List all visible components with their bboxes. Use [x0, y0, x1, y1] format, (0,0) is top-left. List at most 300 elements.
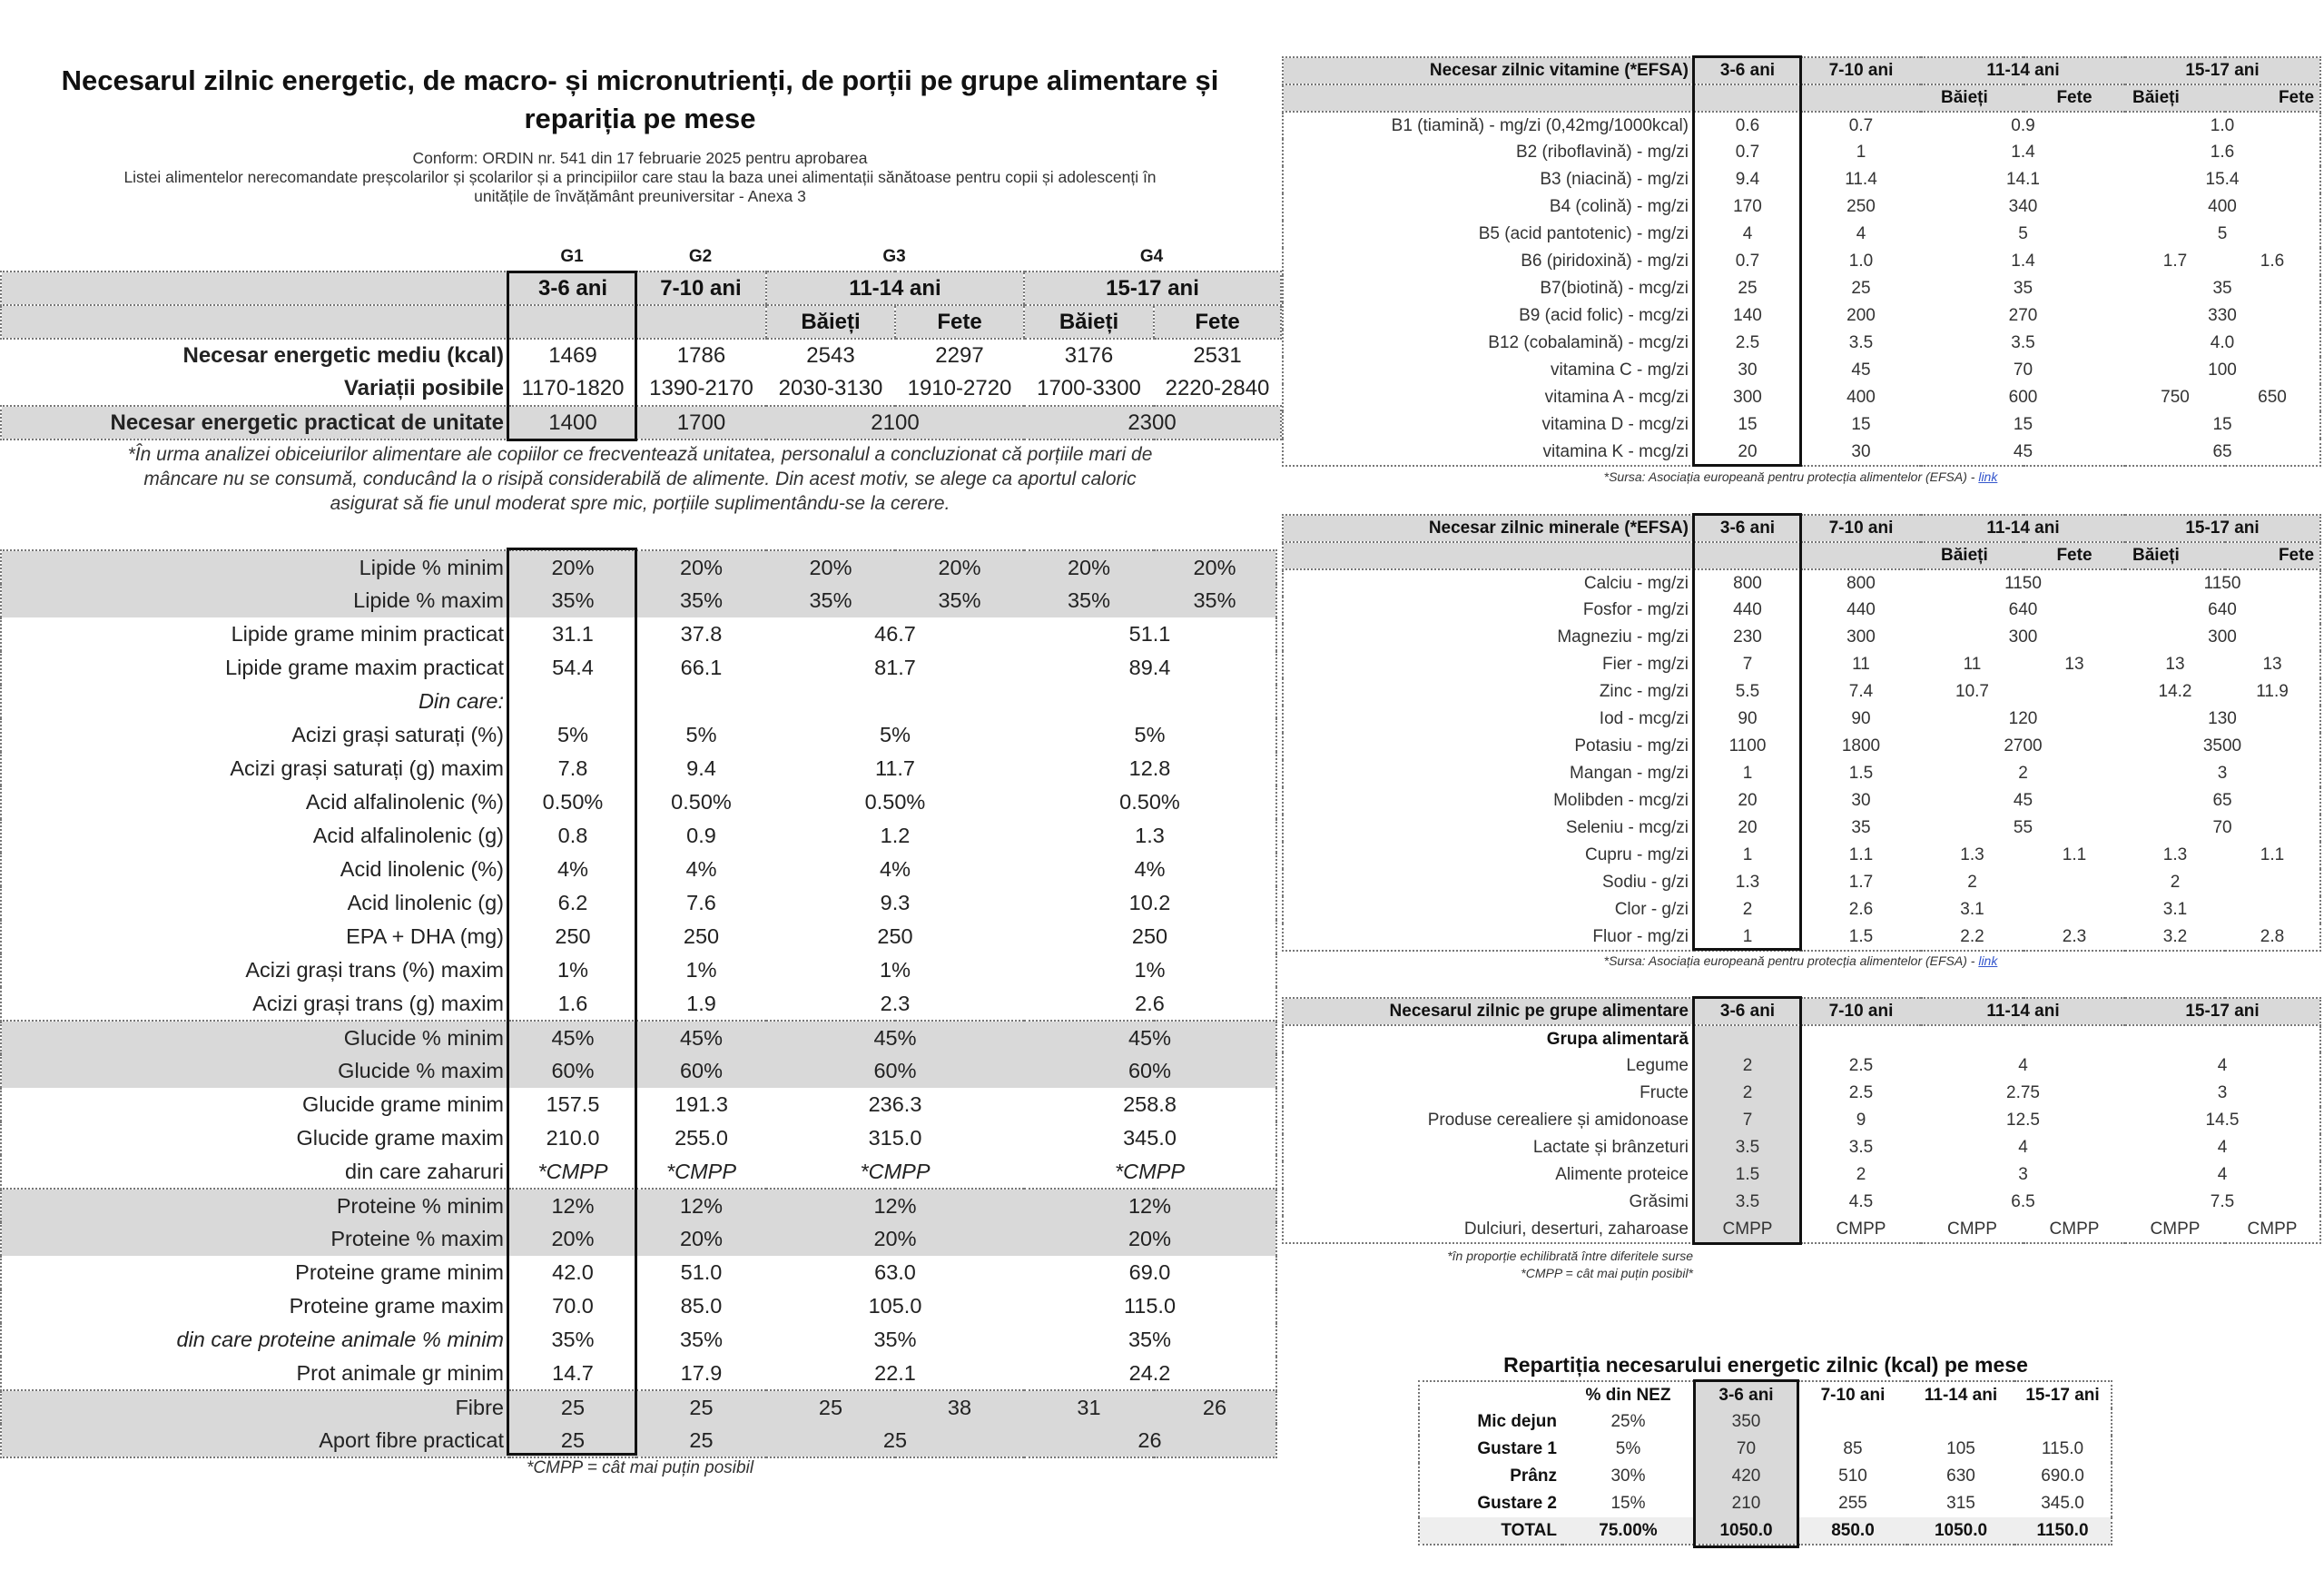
table-cell: 35%	[551, 588, 595, 612]
table-cell: 1.4	[2011, 143, 2035, 162]
vitamin-row	[1283, 302, 2320, 330]
vitamin-row	[1283, 330, 2320, 357]
table-cell: Fete	[2225, 84, 2320, 112]
table-cell: 345.0	[2014, 1490, 2112, 1517]
page-subtitle	[18, 149, 1262, 206]
macro-row	[1, 1088, 1276, 1121]
table-cell: 1.3	[1960, 845, 1984, 864]
table-cell: 25	[636, 1424, 766, 1457]
table-cell: 2297	[935, 343, 984, 368]
macro-row	[1, 1121, 1276, 1155]
mineral-row	[1283, 787, 2320, 815]
table-cell: 26	[1024, 1424, 1276, 1457]
table-cell: 1.7	[1848, 873, 1874, 892]
vitamin-row	[1283, 221, 2320, 248]
table-cell	[2125, 1025, 2320, 1052]
table-cell: 255.0	[675, 1126, 728, 1150]
table-cell: 1.1	[1848, 845, 1874, 864]
table-cell: 330	[2125, 302, 2320, 330]
table-cell: 1170-1820	[521, 376, 625, 400]
mineral-row	[1283, 760, 2320, 787]
table-cell: 11-14 ani	[1921, 57, 2125, 84]
table-cell: 2543	[806, 343, 855, 368]
table-cell: CMPP	[1694, 1216, 1801, 1243]
table-cell: 4.0	[2125, 330, 2320, 357]
macro-row	[1, 987, 1276, 1021]
table-cell: 440	[1846, 600, 1876, 619]
table-cell: 1%	[557, 958, 588, 982]
minerals-table	[1282, 514, 2321, 952]
table-cell: 54.4	[552, 656, 594, 679]
fibre-row	[1, 1390, 1276, 1424]
table-cell	[1694, 1025, 1801, 1052]
table-cell: 750	[2161, 388, 2190, 407]
table-cell: 2.3	[766, 987, 1024, 1021]
macro-row	[1, 584, 1276, 617]
efsa-link[interactable]: link	[1978, 953, 1998, 968]
table-cell: 35	[1851, 818, 1871, 837]
table-cell: 45	[1921, 439, 2125, 466]
food-group-row	[1283, 1189, 2320, 1216]
table-cell: 5	[2125, 221, 2320, 248]
table-cell: Băieți	[1921, 542, 2024, 569]
table-cell: 11-14 ani	[1921, 998, 2125, 1025]
table-cell: 120	[2008, 709, 2038, 728]
table-cell	[2024, 896, 2125, 923]
table-cell: 0.50%	[864, 790, 926, 814]
table-cell: 640	[2125, 597, 2320, 624]
col-header: 15-17 ani	[1024, 272, 1281, 305]
table-cell: 5%	[557, 723, 588, 746]
table-cell: 60%	[679, 1059, 724, 1082]
table-cell: 63.0	[874, 1260, 916, 1284]
table-cell: 850.0	[1798, 1517, 1907, 1545]
table-cell: 35%	[809, 588, 852, 612]
minerals-title: Necesar zilnic minerale (*EFSA)	[1283, 515, 1694, 542]
table-cell: 6.5	[2011, 1192, 2035, 1211]
mineral-row	[1283, 597, 2320, 624]
table-cell: 200	[1846, 306, 1876, 325]
table-cell: 640	[2008, 600, 2038, 619]
table-cell: *CMPP	[766, 1155, 1024, 1189]
table-cell: 3.5	[1694, 1134, 1801, 1161]
table-cell: 13	[2225, 651, 2320, 678]
table-cell: CMPP	[2125, 1216, 2225, 1243]
table-cell: 35%	[873, 1328, 917, 1351]
table-cell: 1	[1742, 845, 1753, 864]
table-cell: 2.75	[2006, 1083, 2040, 1102]
table-cell: 250	[555, 924, 591, 948]
food-group-row	[1283, 1080, 2320, 1107]
table-cell: 1.3	[1024, 819, 1276, 853]
table-cell: 30	[1801, 439, 1921, 466]
table-cell: CMPP	[2024, 1216, 2125, 1243]
table-cell: 630	[1946, 1466, 1975, 1486]
table-cell: Fete	[2024, 542, 2125, 569]
table-cell: Glucide grame maxim	[1, 1121, 509, 1155]
table-cell: 3176	[1064, 343, 1114, 368]
table-cell: 210.0	[546, 1126, 600, 1150]
macro-row	[1, 752, 1276, 785]
table-cell: 15-17 ani	[2014, 1381, 2112, 1408]
table-cell: 7	[1742, 655, 1753, 674]
table-cell: 2.5	[1848, 1083, 1874, 1102]
table-cell: 230	[1733, 627, 1762, 647]
vitamin-row	[1283, 193, 2320, 221]
table-cell: 12%	[679, 1193, 724, 1218]
table-cell: 20%	[509, 550, 636, 584]
table-cell: 66.1	[680, 656, 723, 679]
table-cell: 2100	[766, 406, 1024, 439]
macronutrients-table	[0, 549, 1277, 1458]
table-cell: Lipide grame minim practicat	[1, 617, 509, 651]
table-cell: Sodiu - g/zi	[1283, 869, 1694, 896]
table-cell: Acid linolenic (g)	[1, 886, 509, 920]
table-cell: 20%	[1154, 550, 1276, 584]
table-cell: CMPP	[1801, 1216, 1921, 1243]
table-cell: 3.1	[2162, 900, 2188, 919]
table-cell: 270	[2008, 306, 2038, 325]
table-cell: 1150	[2004, 573, 2042, 593]
table-cell: 115.0	[2014, 1436, 2112, 1463]
macro-row	[1, 1021, 1276, 1054]
table-cell: 6.2	[557, 891, 588, 914]
table-cell: 70	[2013, 360, 2034, 380]
table-cell: Cupru - mg/zi	[1283, 842, 1694, 869]
table-cell: Grăsimi	[1283, 1189, 1694, 1216]
table-cell: Acizi grași trans (%) maxim	[1, 953, 509, 987]
macro-row	[1, 1054, 1276, 1088]
table-cell: 35%	[1024, 1323, 1276, 1357]
table-cell: 9.4	[1735, 170, 1760, 189]
meal-total-row	[1419, 1517, 2112, 1545]
table-cell: vitamina A - mcg/zi	[1283, 384, 1694, 411]
table-cell: 1.7	[2162, 252, 2188, 271]
table-cell: 35%	[1154, 584, 1276, 617]
table-cell: 2.3	[2024, 923, 2125, 951]
table-cell: 2531	[1193, 343, 1242, 368]
table-cell: 14.1	[2006, 170, 2040, 189]
meal-row	[1419, 1463, 2112, 1490]
table-cell: 30%	[1610, 1466, 1646, 1486]
table-cell: 15.4	[2125, 166, 2320, 193]
table-cell: 400	[1846, 388, 1876, 407]
table-cell: 1700-3300	[1037, 376, 1141, 400]
table-cell: 1050.0	[1907, 1517, 2014, 1545]
table-cell: 90	[1738, 709, 1758, 728]
vitamin-row	[1283, 384, 2320, 411]
table-cell	[1921, 1025, 2125, 1052]
table-cell: 30	[1738, 360, 1758, 380]
table-cell	[1694, 542, 1801, 569]
table-cell: Necesar energetic practicat de unitate	[1, 406, 509, 439]
food-groups-title: Necesarul zilnic pe grupe alimentare	[1283, 998, 1694, 1025]
table-cell: 250	[1846, 197, 1876, 216]
table-cell: Fibre	[1, 1390, 509, 1424]
table-cell: 2	[1856, 1165, 1866, 1184]
table-cell: Proteine % maxim	[1, 1222, 509, 1256]
table-cell: 35%	[679, 1328, 724, 1351]
macro-row	[1, 1289, 1276, 1323]
table-cell: 0.9	[686, 824, 716, 847]
table-cell: 3-6 ani	[1694, 1381, 1798, 1408]
table-cell: 1910-2720	[907, 376, 1012, 400]
macro-row	[1, 685, 1276, 718]
table-cell: 0.7	[1848, 115, 1874, 135]
sub-header: Fete	[895, 305, 1024, 339]
table-cell: 1.3	[2162, 845, 2188, 864]
table-cell: 25%	[1610, 1412, 1646, 1431]
table-cell: 31	[1077, 1395, 1101, 1419]
table-cell: 4%	[880, 857, 911, 881]
table-cell	[1, 305, 509, 339]
table-cell: Aport fibre practicat	[1, 1424, 509, 1457]
macro-row	[1, 1256, 1276, 1289]
table-cell: Lipide % minim	[1, 550, 509, 584]
table-cell: 35%	[938, 588, 981, 612]
table-cell: vitamina K - mcg/zi	[1283, 439, 1694, 466]
table-cell: 24.2	[1024, 1357, 1276, 1390]
table-cell: 1100	[1728, 736, 1767, 755]
table-cell: 25	[818, 1395, 843, 1419]
table-cell: 2.6	[1848, 900, 1874, 919]
table-cell: 1786	[676, 343, 726, 368]
col-header: 7-10 ani	[636, 272, 766, 305]
table-cell: 7.6	[686, 891, 716, 914]
macro-row	[1, 617, 1276, 651]
table-cell: 2220-2840	[1165, 376, 1270, 400]
energy-subheader-row	[1, 305, 1281, 339]
table-cell: 510	[1838, 1466, 1867, 1486]
table-cell	[1801, 542, 1921, 569]
table-cell	[1907, 1408, 2014, 1436]
table-cell: B3 (niacină) - mg/zi	[1283, 166, 1694, 193]
table-cell: 45%	[873, 1025, 917, 1050]
table-cell: 25	[560, 1395, 586, 1419]
table-cell: 25	[689, 1395, 714, 1419]
table-cell: 20%	[1024, 550, 1154, 584]
table-cell: 11.9	[2225, 678, 2320, 706]
table-cell: Dulciuri, deserturi, zaharoase	[1283, 1216, 1694, 1243]
table-cell: 51.1	[1024, 617, 1276, 651]
table-cell	[1801, 1025, 1921, 1052]
table-cell: 10.2	[1024, 886, 1276, 920]
table-cell: 9.3	[880, 891, 911, 914]
table-cell: 2	[1694, 1080, 1801, 1107]
table-cell: 4	[2018, 1138, 2028, 1157]
table-cell: Zinc - mg/zi	[1283, 678, 1694, 706]
table-cell: 5%	[880, 723, 911, 746]
table-cell: B6 (piridoxină) - mg/zi	[1283, 248, 1694, 275]
table-cell: 2.5	[1848, 1056, 1874, 1075]
table-cell: 300	[2008, 627, 2038, 647]
table-cell: 7.5	[2125, 1189, 2320, 1216]
table-cell: 7.8	[557, 756, 588, 780]
table-cell: 25	[1738, 279, 1758, 298]
table-cell: 11.4	[1845, 170, 1877, 189]
table-cell	[636, 305, 766, 339]
table-cell: 45%	[1024, 1021, 1276, 1054]
table-cell: 4	[1742, 224, 1753, 243]
macro-row	[1, 651, 1276, 685]
table-cell: 1400	[509, 406, 636, 439]
table-cell	[1801, 84, 1921, 112]
table-cell: 236.3	[868, 1092, 922, 1116]
table-cell: 3-6 ani	[1694, 57, 1801, 84]
table-cell: 13	[2165, 655, 2185, 674]
table-cell: 115.0	[1024, 1289, 1276, 1323]
table-cell: 650	[2225, 384, 2320, 411]
table-cell: 13	[2064, 655, 2084, 674]
table-cell: Glucide % maxim	[1, 1054, 509, 1088]
table-cell: 3	[2125, 760, 2320, 787]
table-cell	[2225, 896, 2320, 923]
table-cell: TOTAL	[1419, 1517, 1562, 1545]
table-cell: 140	[1733, 306, 1762, 325]
table-cell: Acizi grași trans (g) maxim	[1, 987, 509, 1021]
table-cell: 1.6	[2125, 139, 2320, 166]
fibre-practiced-row	[1, 1424, 1276, 1457]
table-cell: 15-17 ani	[2125, 57, 2320, 84]
mineral-row	[1283, 678, 2320, 706]
macro-row	[1, 920, 1276, 953]
table-cell: B7(biotină) - mcg/zi	[1283, 275, 1694, 302]
table-cell: 300	[1733, 388, 1762, 407]
table-cell: 81.7	[874, 656, 916, 679]
table-cell: 35%	[679, 588, 724, 612]
mineral-row	[1283, 651, 2320, 678]
table-cell	[1798, 1408, 1907, 1436]
table-cell: 38	[947, 1395, 972, 1419]
table-cell: 37.8	[680, 622, 723, 646]
table-cell: 255	[1838, 1494, 1867, 1513]
table-cell: 1	[1694, 923, 1801, 951]
table-cell: 11-14 ani	[1907, 1381, 2014, 1408]
table-cell: Proteine % minim	[1, 1189, 509, 1222]
subtitle-line-2: Listei alimentelor nerecomandate preșcolarilor și școlarilor și a principiilor care stau la baza unei alimentații sănătoase pentru copii și adolescenți în	[123, 168, 1157, 186]
table-cell: 20%	[551, 1227, 595, 1250]
macro-row	[1, 953, 1276, 987]
table-cell: 25	[1851, 279, 1871, 298]
table-cell: 15-17 ani	[2125, 515, 2320, 542]
mineral-row	[1283, 842, 2320, 869]
table-cell: Glucide grame minim	[1, 1088, 509, 1121]
table-cell: 20	[1738, 791, 1758, 810]
col-header: 3-6 ani	[509, 272, 636, 305]
table-cell: 0.8	[557, 824, 588, 847]
vitamin-row	[1283, 166, 2320, 193]
meals-table	[1418, 1380, 2112, 1545]
energy-table	[0, 271, 1282, 440]
table-cell: Legume	[1283, 1052, 1694, 1080]
table-cell: 11	[1963, 655, 1982, 674]
vitamin-row	[1283, 357, 2320, 384]
table-cell: 14.2	[2158, 682, 2192, 701]
title-line-2: repariția pe mese	[524, 103, 756, 134]
table-cell: 15	[1851, 415, 1871, 434]
table-cell: *CMPP	[509, 1155, 636, 1189]
table-cell: 35	[2125, 275, 2320, 302]
table-cell: 3	[2125, 1080, 2320, 1107]
meal-row	[1419, 1408, 2112, 1436]
vitamin-row	[1283, 411, 2320, 439]
efsa-link[interactable]: link	[1978, 469, 1998, 484]
table-cell	[509, 305, 636, 339]
table-cell: Acid alfalinolenic (%)	[1, 785, 509, 819]
food-group-row	[1283, 1134, 2320, 1161]
table-cell: 1.5	[1848, 764, 1874, 783]
table-cell: 26	[1154, 1390, 1276, 1424]
table-cell: 2.5	[1735, 333, 1760, 352]
table-cell: 1469	[548, 343, 597, 368]
macro-row	[1, 1155, 1276, 1189]
vitamins-table	[1282, 56, 2321, 467]
table-cell: 1.3	[1735, 873, 1760, 892]
mineral-row	[1283, 815, 2320, 842]
table-cell: 3500	[2125, 733, 2320, 760]
table-cell: 4	[2125, 1052, 2320, 1080]
table-cell: Gustare 1	[1419, 1436, 1562, 1463]
table-cell: 35	[2013, 279, 2034, 298]
subtitle-line-1: Conform: ORDIN nr. 541 din 17 februarie 2025 pentru aprobarea	[412, 149, 868, 167]
table-cell: 340	[2008, 197, 2038, 216]
food-groups-table	[1282, 997, 2321, 1244]
table-cell: 4.5	[1848, 1192, 1874, 1211]
table-cell: Clor - g/zi	[1283, 896, 1694, 923]
table-cell: 800	[1733, 573, 1762, 593]
table-cell: 105	[1946, 1439, 1975, 1458]
table-cell: 70	[2125, 815, 2320, 842]
table-cell: 0.50%	[1024, 785, 1276, 819]
energy-header-row	[1, 272, 1281, 305]
table-cell: *CMPP	[1024, 1155, 1276, 1189]
table-cell	[1694, 84, 1801, 112]
table-cell: 7-10 ani	[1801, 57, 1921, 84]
table-cell: 0.7	[1735, 143, 1760, 162]
table-cell	[636, 685, 766, 718]
table-cell: 14.7	[509, 1357, 636, 1390]
table-cell: 5%	[685, 723, 717, 746]
vitamin-row	[1283, 139, 2320, 166]
table-cell: 4%	[685, 857, 717, 881]
table-cell: 20%	[636, 550, 766, 584]
table-cell: 1150.0	[2014, 1517, 2112, 1545]
table-cell: 300	[1846, 627, 1876, 647]
table-cell: Potasiu - mg/zi	[1283, 733, 1694, 760]
table-cell	[1024, 685, 1276, 718]
table-cell: 15	[2125, 411, 2320, 439]
table-cell: 0.50%	[671, 790, 732, 814]
table-cell: 800	[1846, 573, 1876, 593]
meal-row	[1419, 1490, 2112, 1517]
table-cell: Necesar energetic mediu (kcal)	[182, 343, 504, 368]
table-cell: Variații posibile	[343, 376, 504, 400]
table-cell: Din care:	[1, 685, 509, 718]
table-cell: 2.8	[2225, 923, 2320, 951]
table-cell: 690.0	[2014, 1463, 2112, 1490]
macro-row	[1, 550, 1276, 584]
group-label: G3	[882, 247, 906, 266]
table-cell: Fete	[2225, 542, 2320, 569]
vitamin-row	[1283, 439, 2320, 466]
sub-header: Băieți	[766, 305, 895, 339]
table-cell: 4	[2125, 1134, 2320, 1161]
food-group-row	[1283, 1107, 2320, 1134]
table-cell	[1283, 542, 1694, 569]
table-cell: 1.2	[880, 824, 911, 847]
macro-row	[1, 853, 1276, 886]
table-cell: Fructe	[1283, 1080, 1694, 1107]
